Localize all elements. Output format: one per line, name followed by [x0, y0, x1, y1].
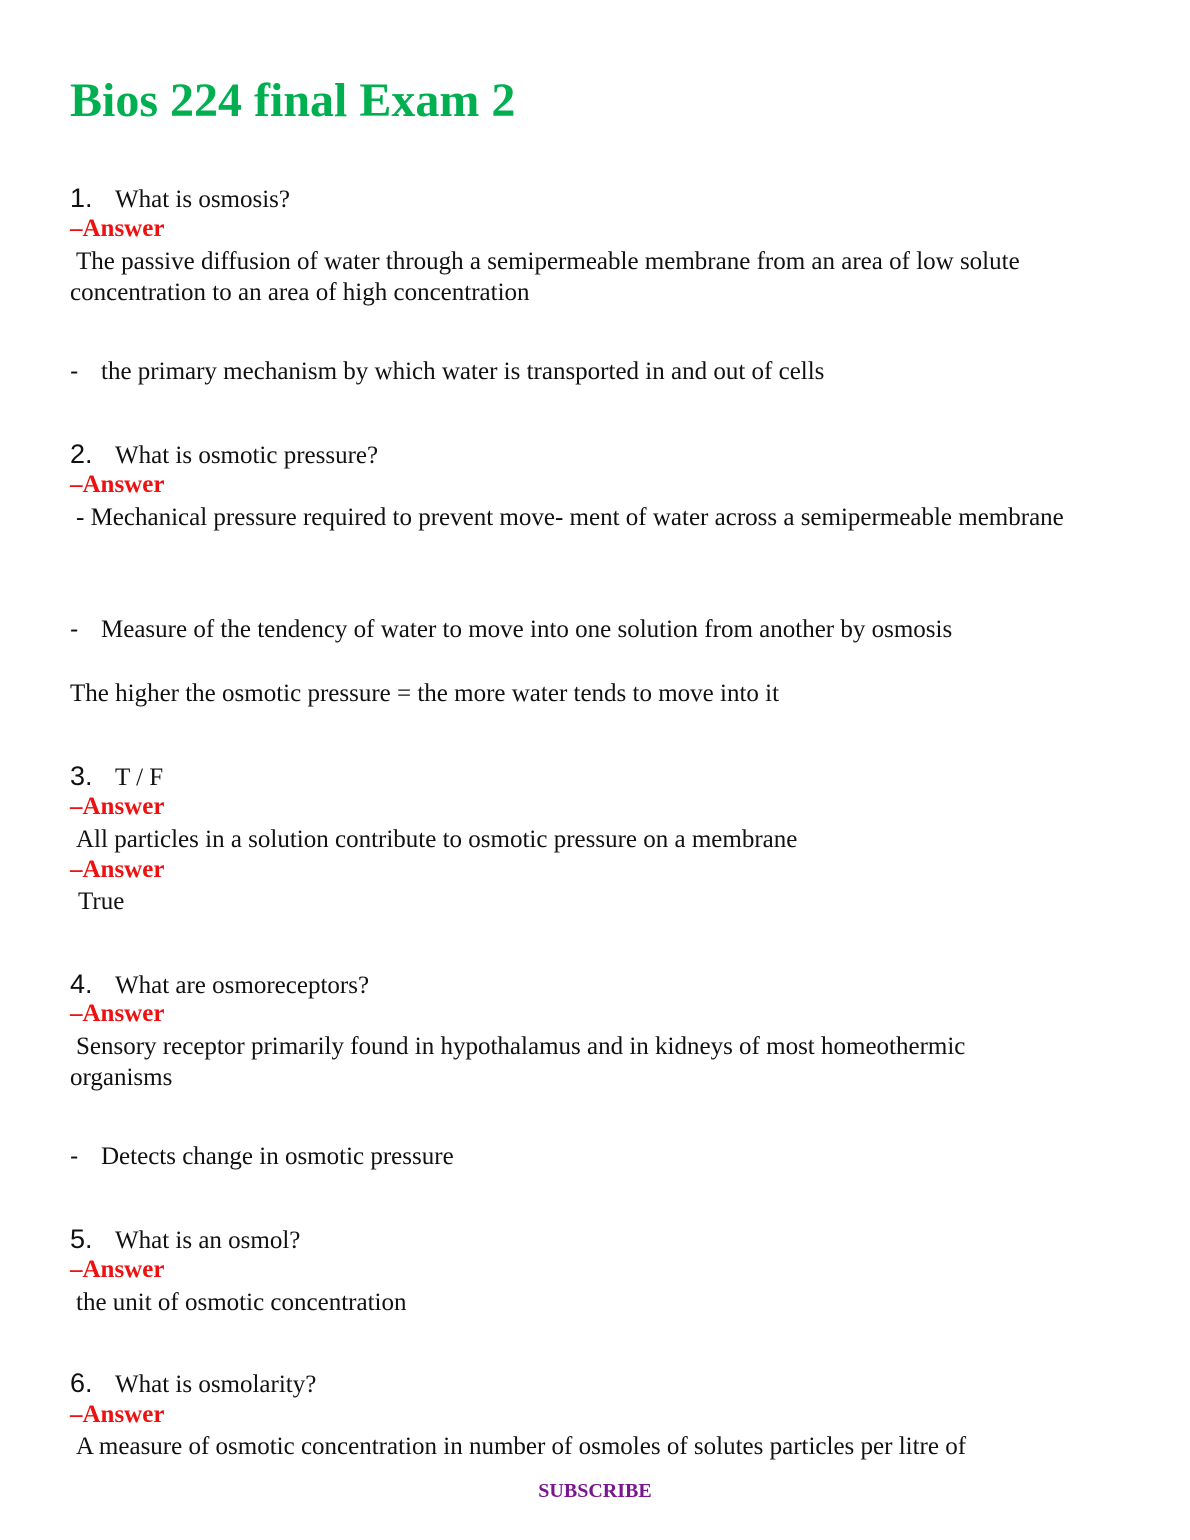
answer-note: The higher the osmotic pressure = the more water tends to move into it	[70, 680, 780, 707]
answer-label: –Answer	[70, 215, 165, 242]
question-4	[70, 968, 369, 1000]
question-text: What is osmotic pressure?	[115, 442, 379, 469]
question-1	[70, 182, 290, 214]
document-title: Bios 224 final Exam 2	[70, 74, 516, 127]
answer-text: All particles in a solution contribute to osmotic pressure on a membrane	[76, 826, 798, 853]
answer-text: A measure of osmotic concentration in number of osmoles of solutes particles per litre of	[76, 1433, 967, 1460]
subscribe-link[interactable]: SUBSCRIBE	[538, 1480, 652, 1502]
answer-text: Sensory receptor primarily found in hypothalamus and in kidneys of most homeothermic organisms	[70, 1033, 966, 1091]
dash-bullet-icon: -	[70, 357, 79, 385]
question-text: What is osmosis?	[115, 186, 290, 213]
bullet-text: the primary mechanism by which water is transported in and out of cells	[101, 358, 825, 385]
question-5	[70, 1223, 300, 1255]
question-number: 3.	[70, 761, 93, 791]
question-number: 6.	[70, 1368, 93, 1398]
answer-label: –Answer	[70, 1401, 165, 1428]
answer-text: - Mechanical pressure required to prevent move- ment of water across a semipermeable membrane	[76, 504, 1064, 531]
answer-label: –Answer	[70, 1000, 165, 1027]
question-number: 1.	[70, 183, 93, 213]
answer-bullet	[70, 356, 824, 387]
answer-text: The passive diffusion of water through a semipermeable membrane from an area of low solute concentration to an area of high concentration	[70, 248, 1020, 306]
answer-bullet	[70, 614, 952, 645]
answer-text-2: True	[78, 888, 125, 915]
dash-bullet-icon: -	[70, 1142, 79, 1170]
question-text: What is an osmol?	[115, 1227, 301, 1254]
question-text: What is osmolarity?	[115, 1371, 317, 1398]
question-2	[70, 438, 378, 470]
question-number: 5.	[70, 1224, 93, 1254]
question-text: T / F	[115, 764, 164, 791]
question-6	[70, 1367, 316, 1399]
bullet-text: Measure of the tendency of water to move into one solution from another by osmosis	[101, 616, 953, 643]
question-3	[70, 760, 163, 792]
bullet-text: Detects change in osmotic pressure	[101, 1143, 454, 1170]
answer-label: –Answer	[70, 471, 165, 498]
answer-label: –Answer	[70, 793, 165, 820]
question-text: What are osmoreceptors?	[115, 972, 370, 999]
answer-label: –Answer	[70, 1256, 165, 1283]
question-number: 2.	[70, 439, 93, 469]
answer-bullet	[70, 1141, 454, 1172]
dash-bullet-icon: -	[70, 615, 79, 643]
question-number: 4.	[70, 969, 93, 999]
answer-text: the unit of osmotic concentration	[76, 1289, 407, 1316]
answer-label: –Answer	[70, 856, 165, 883]
